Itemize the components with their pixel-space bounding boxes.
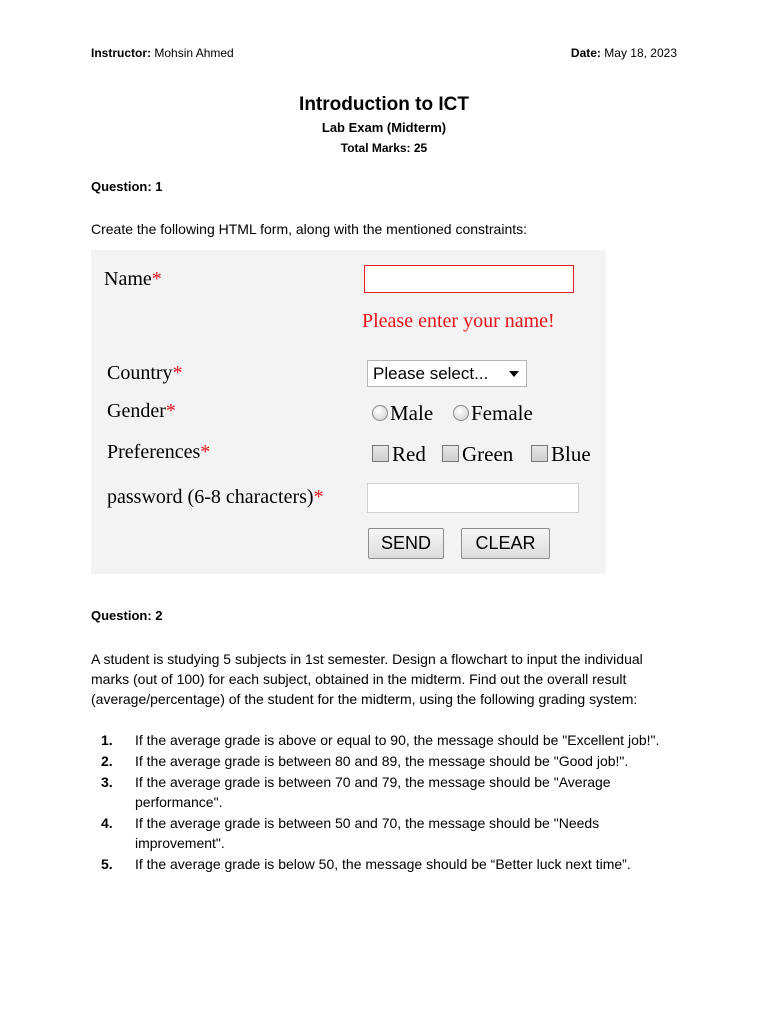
list-number: 3. (101, 774, 113, 790)
gender-option-female[interactable]: Female (453, 401, 533, 426)
question-1-intro: Create the following HTML form, along with the mentioned constraints: (91, 221, 528, 237)
list-item (91, 751, 691, 771)
required-mark: * (172, 362, 183, 384)
name-error-message: Please enter your name! (362, 310, 555, 332)
checkbox-icon[interactable] (442, 445, 459, 462)
clear-button[interactable]: CLEAR (461, 528, 550, 559)
question-1-heading: Question: 1 (91, 179, 163, 194)
instructor-name: Mohsin Ahmed (154, 46, 234, 60)
dropdown-arrow-icon (509, 371, 519, 377)
name-input[interactable] (364, 265, 574, 293)
list-text: If the average grade is between 50 and 70, the message should be "Needs improvement". (135, 815, 600, 851)
form-example-image (91, 250, 606, 574)
required-mark: * (313, 486, 324, 508)
instructor-label: Instructor: (91, 46, 151, 60)
list-text: If the average grade is between 80 and 89, the message should be "Good job!". (135, 753, 629, 769)
document-title: Introduction to ICT (299, 94, 469, 115)
country-select[interactable] (367, 360, 527, 387)
checkbox-icon[interactable] (531, 445, 548, 462)
radio-icon[interactable] (372, 405, 388, 421)
total-marks: Total Marks: 25 (340, 141, 428, 155)
list-item (91, 730, 691, 750)
required-mark: * (200, 441, 211, 463)
list-number: 5. (101, 856, 113, 872)
question-2-intro: A student is studying 5 subjects in 1st semester. Design a flowchart to input the individual marks (out of 100) for each subject, obtained in the midterm. Find out the overall result (average/percentage) of the student for the midterm, using the following grading system: (91, 651, 643, 707)
grading-list (91, 730, 691, 875)
preferences-label: Preferences* (107, 441, 211, 463)
country-label: Country* (107, 362, 183, 384)
date-label: Date: (570, 46, 601, 60)
list-item (91, 772, 691, 812)
list-text: If the average grade is between 70 and 79, the message should be "Average performance". (135, 774, 611, 810)
list-number: 2. (101, 753, 113, 769)
instructor-line (91, 46, 234, 60)
list-item (91, 854, 691, 874)
preference-option-blue[interactable]: Blue (531, 442, 591, 467)
title-block (0, 93, 768, 156)
date-line (571, 46, 677, 60)
question-2-heading: Question: 2 (91, 608, 163, 623)
required-mark: * (151, 268, 162, 290)
list-number: 4. (101, 815, 113, 831)
country-selected-value: Please select... (373, 364, 489, 383)
radio-icon[interactable] (453, 405, 469, 421)
send-button[interactable]: SEND (368, 528, 444, 559)
gender-option-male[interactable]: Male (372, 401, 433, 426)
document-subtitle: Lab Exam (Midterm) (321, 120, 447, 135)
gender-label: Gender* (107, 400, 176, 422)
date-value: May 18, 2023 (604, 46, 677, 60)
password-input[interactable] (367, 483, 579, 513)
list-text: If the average grade is above or equal to 90, the message should be "Excellent job!". (135, 732, 660, 748)
required-mark: * (165, 400, 176, 422)
password-label: password (6-8 characters)* (107, 486, 324, 508)
list-text: If the average grade is below 50, the message should be “Better luck next time”. (135, 856, 631, 872)
checkbox-icon[interactable] (372, 445, 389, 462)
preference-option-green[interactable]: Green (442, 442, 513, 467)
preference-option-red[interactable]: Red (372, 442, 426, 467)
name-label: Name* (104, 268, 162, 290)
list-number: 1. (101, 732, 113, 748)
list-item (91, 813, 691, 853)
